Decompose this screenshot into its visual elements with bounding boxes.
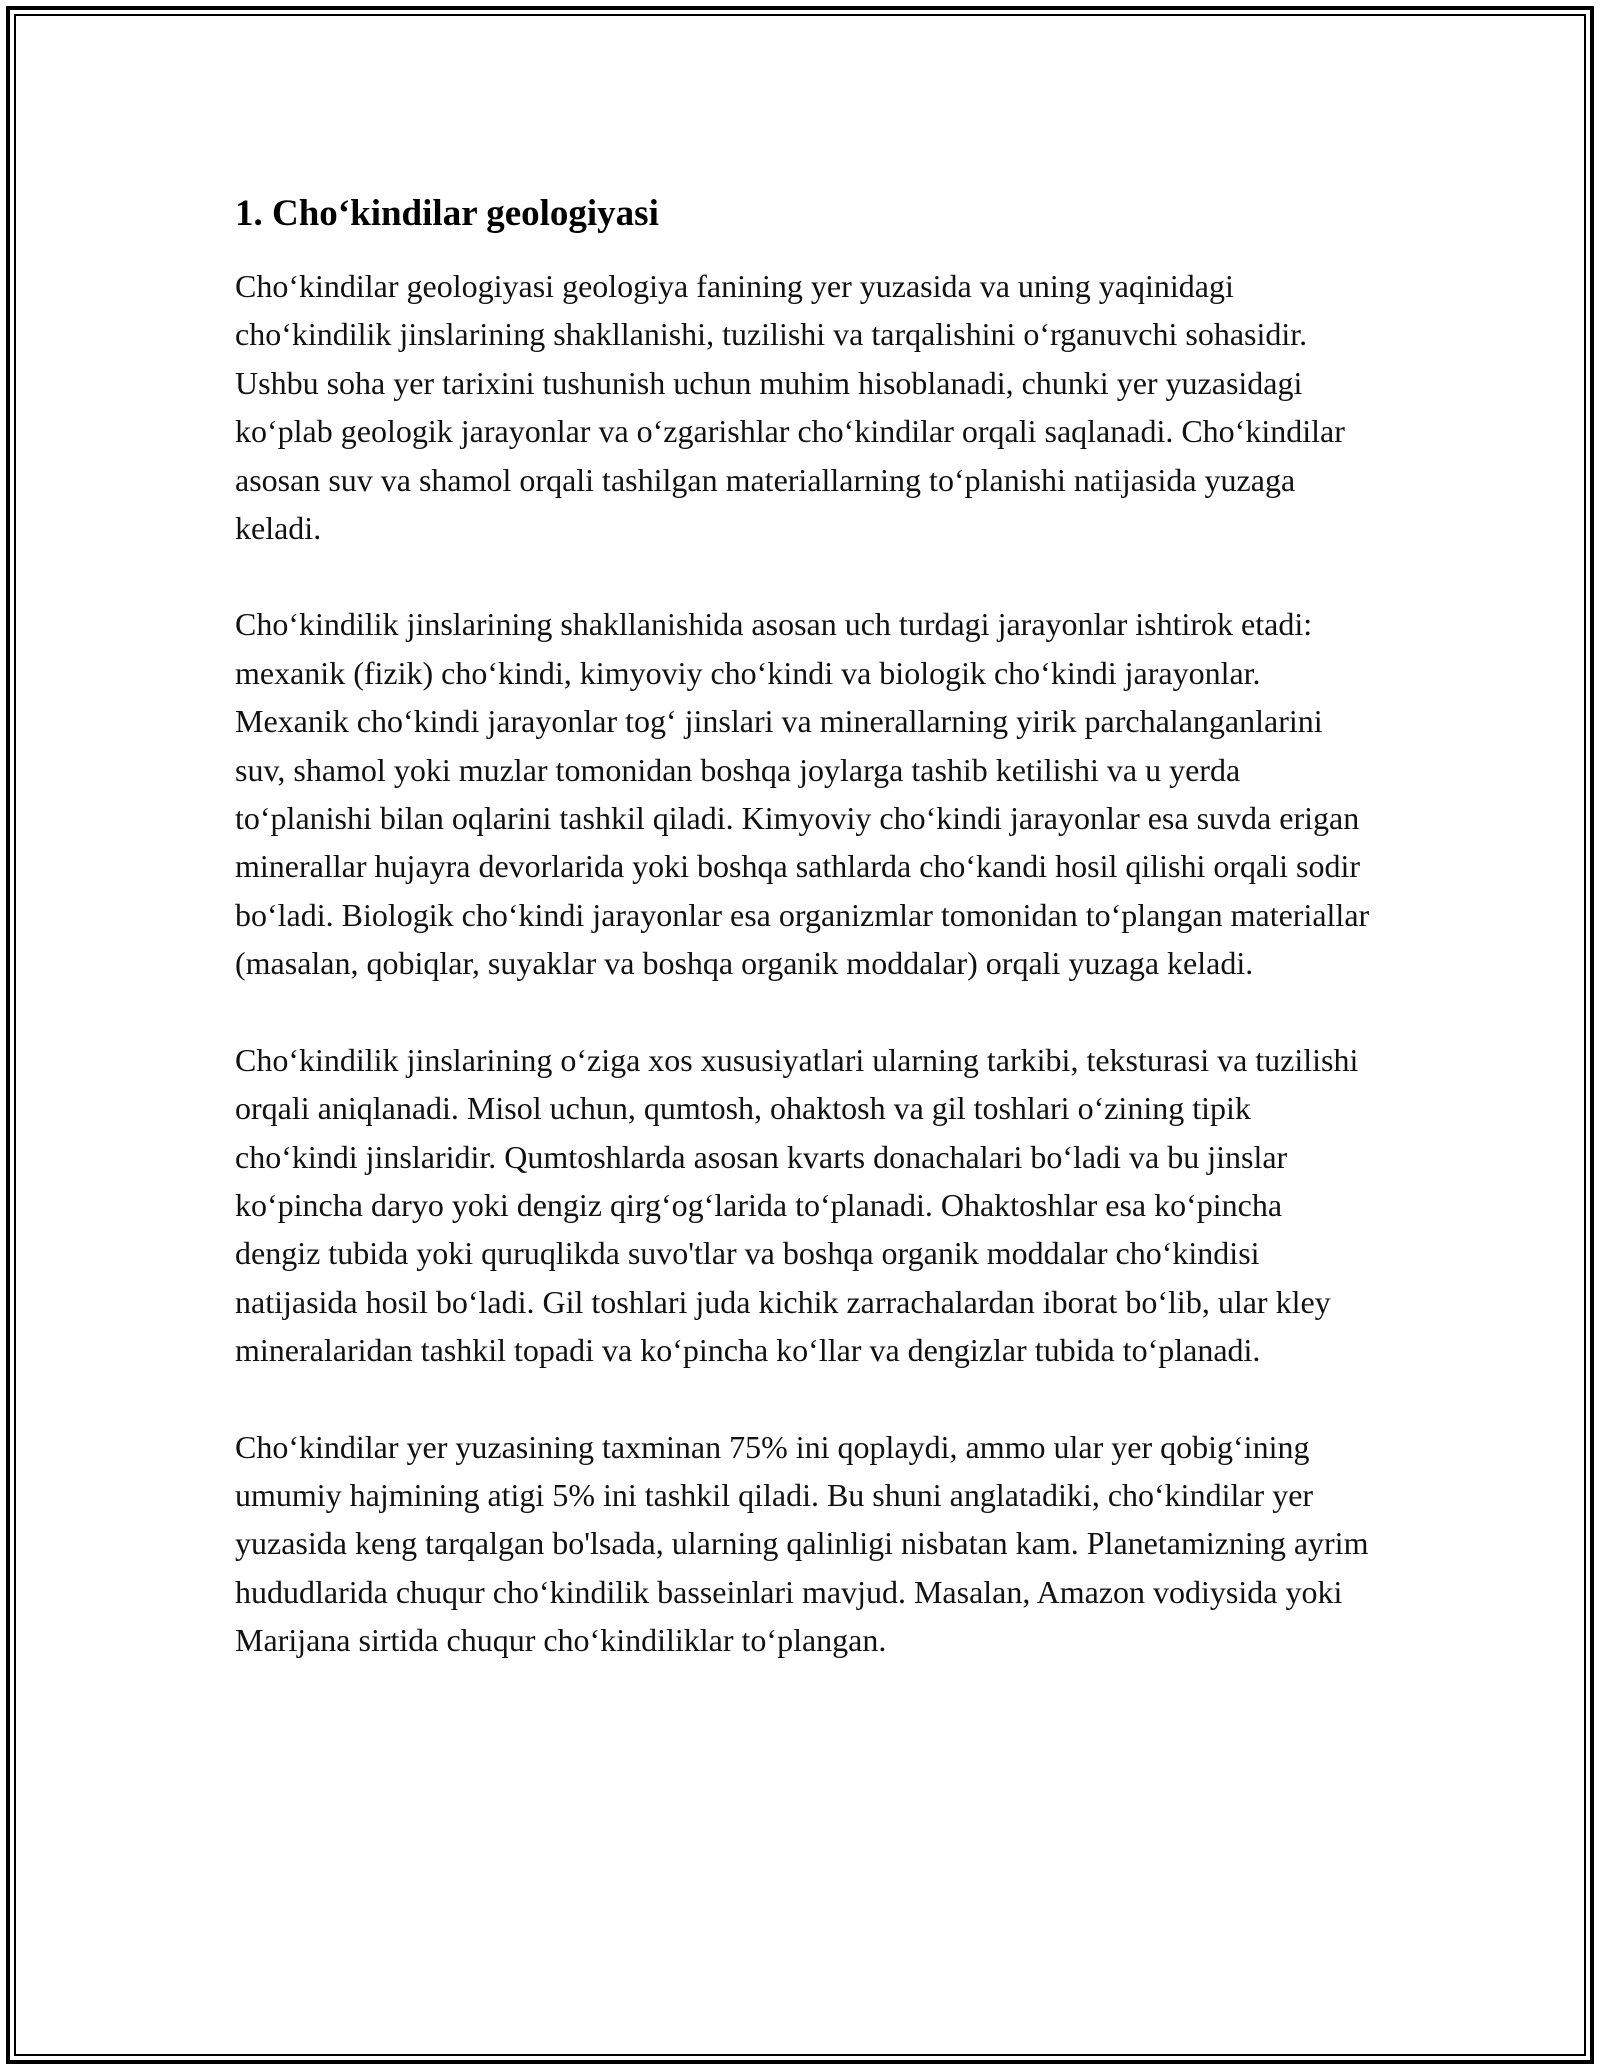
paragraph-properties: Cho‘kindilik jinslarining o‘ziga xos xususiyatlari ularning tarkibi, teksturasi va tuzilishi orqali aniqlanadi. Misol uchun, qumtosh, ohaktosh va gil toshlari o‘zining tipik cho‘kindi jinslaridir. Qumtoshlarda asosan kvarts donachalari bo‘ladi va bu jinslar ko‘pincha daryo yoki dengiz qirg‘og‘larida to‘planadi. Ohaktoshlar esa ko‘pincha dengiz tubida yoki quruqlikda suvo'tlar va boshqa organik moddalar cho‘kindisi natijasida hosil bo‘ladi. Gil toshlari juda kichik zarrachalardan iborat bo‘lib, ular kley mineralaridan tashkil topadi va ko‘pincha ko‘llar va dengizlar tubida to‘planadi. bbox=[235, 1041, 1359, 1369]
paragraph-coverage: Cho‘kindilar yer yuzasining taxminan 75% ini qoplaydi, ammo ular yer qobig‘ining umumiy hajmining atigi 5% ini tashkil qiladi. Bu shuni anglatadiki, cho‘kindilar yer yuzasida keng tarqalgan bo'lsada, ularning qalinligi nisbatan kam. Planetamizning ayrim hududlarida chuqur cho‘kindilik basseinlari mavjud. Masalan, Amazon vodiysida yoki Marijana sirtida chuqur cho‘kindiliklar to‘plangan. bbox=[235, 1428, 1369, 1659]
paragraph-intro: Cho‘kindilar geologiyasi geologiya fanining yer yuzasida va uning yaqinidagi cho‘kindilik jinslarining shakllanishi, tuzilishi va tarqalishini o‘rganuvchi sohasidir. Ushbu soha yer tarixini tushunish uchun muhim hisoblanadi, chunki yer yuzasidagi ko‘plab geologik jarayonlar va o‘zgarishlar cho‘kindilar orqali saqlanadi. Cho‘kindilar asosan suv va shamol orqali tashilgan materiallarning to‘planishi natijasida yuzaga keladi. bbox=[235, 268, 1345, 547]
document-body bbox=[235, 188, 1375, 1713]
section-heading: 1. Cho‘kindilar geologiyasi bbox=[235, 193, 659, 234]
paragraph-processes: Cho‘kindilik jinslarining shakllanishida asosan uch turdagi jarayonlar ishtirok etadi: mexanik (fizik) cho‘kindi, kimyoviy cho‘kindi va biologik cho‘kindi jarayonlar. Mexanik cho‘kindi jarayonlar tog‘ jinslari va minerallarning yirik parchalanganlarini suv, shamol yoki muzlar tomonidan boshqa joylarga tashib ketilishi va u yerda to‘planishi bilan oqlarini tashkil qiladi. Kimyoviy cho‘kindi jarayonlar esa suvda erigan minerallar hujayra devorlarida yoki boshqa sathlarda cho‘kandi hosil qilishi orqali sodir bo‘ladi. Biologik cho‘kindi jarayonlar esa organizmlar tomonidan to‘plangan materiallar (masalan, qobiqlar, suyaklar va boshqa organik moddalar) orqali yuzaga keladi. bbox=[235, 606, 1370, 982]
